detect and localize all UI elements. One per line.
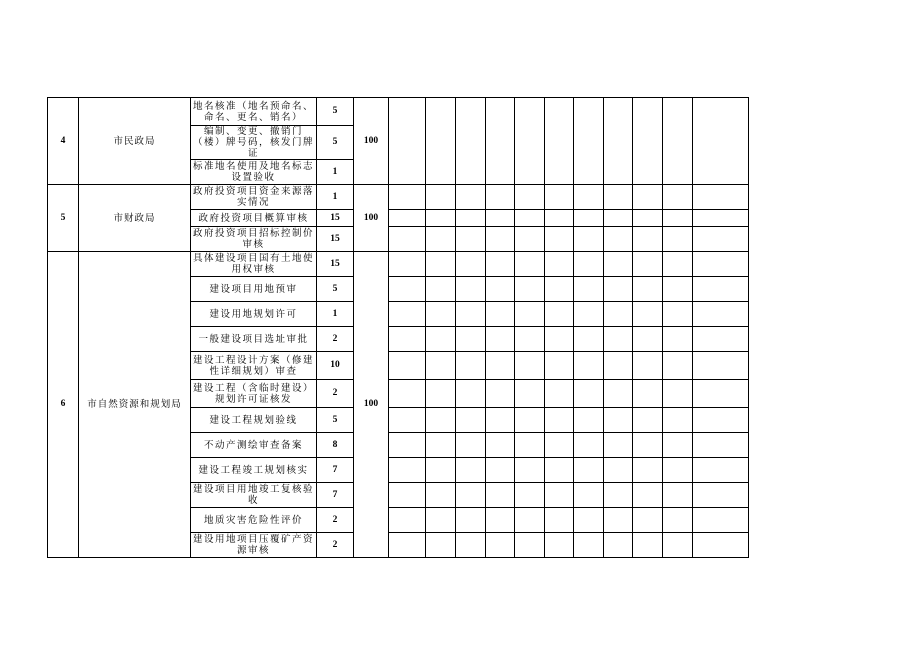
item-name: 建设用地项目压覆矿产资源审核 — [191, 533, 317, 558]
group-total: 100 — [354, 98, 389, 185]
item-score: 15 — [317, 210, 354, 227]
item-score: 10 — [317, 352, 354, 380]
item-score: 15 — [317, 227, 354, 252]
department-name: 市财政局 — [79, 185, 191, 252]
item-name: 具体建设项目国有土地使用权审核 — [191, 252, 317, 277]
item-score: 5 — [317, 98, 354, 126]
item-score: 2 — [317, 508, 354, 533]
item-score: 5 — [317, 277, 354, 302]
item-name: 建设用地规划许可 — [191, 302, 317, 327]
item-score: 5 — [317, 408, 354, 433]
group-number: 4 — [48, 98, 79, 185]
item-name: 建设工程竣工规划核实 — [191, 458, 317, 483]
item-name: 政府投资项目资金来源落实情况 — [191, 185, 317, 210]
group-number: 6 — [48, 252, 79, 558]
item-name: 地质灾害危险性评价 — [191, 508, 317, 533]
item-score: 1 — [317, 160, 354, 185]
item-name: 地名核准（地名预命名、命名、更名、销名） — [191, 98, 317, 126]
item-name: 编制、变更、撤销门（楼）牌号码，核发门牌证 — [191, 126, 317, 160]
group-number: 5 — [48, 185, 79, 252]
evaluation-table — [47, 97, 749, 558]
item-name: 建设工程（含临时建设）规划许可证核发 — [191, 380, 317, 408]
item-score: 2 — [317, 327, 354, 352]
group-total: 100 — [354, 252, 389, 558]
department-name: 市自然资源和规划局 — [79, 252, 191, 558]
item-score: 7 — [317, 458, 354, 483]
item-score: 1 — [317, 185, 354, 210]
item-score: 15 — [317, 252, 354, 277]
item-name: 政府投资项目招标控制价审核 — [191, 227, 317, 252]
department-name: 市民政局 — [79, 98, 191, 185]
item-score: 7 — [317, 483, 354, 508]
item-name: 政府投资项目概算审核 — [191, 210, 317, 227]
item-score: 1 — [317, 302, 354, 327]
item-score: 2 — [317, 533, 354, 558]
item-score: 2 — [317, 380, 354, 408]
item-score: 8 — [317, 433, 354, 458]
table-row — [48, 185, 749, 210]
item-score: 5 — [317, 126, 354, 160]
item-name: 建设工程设计方案（修建性详细规划）审查 — [191, 352, 317, 380]
item-name: 建设项目用地预审 — [191, 277, 317, 302]
item-name: 建设项目用地竣工复核验收 — [191, 483, 317, 508]
item-name: 不动产测绘审查备案 — [191, 433, 317, 458]
table-row — [48, 252, 749, 277]
group-total: 100 — [354, 185, 389, 252]
item-name: 标准地名使用及地名标志设置验收 — [191, 160, 317, 185]
item-name: 建设工程规划验线 — [191, 408, 317, 433]
table-row — [48, 98, 749, 126]
item-name: 一般建设项目选址审批 — [191, 327, 317, 352]
